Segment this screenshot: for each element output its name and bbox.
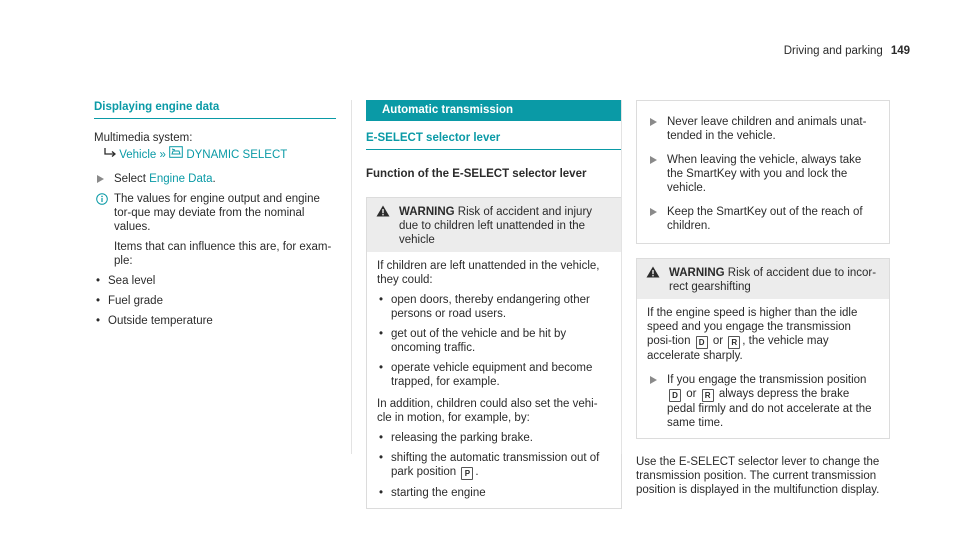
list-item: • get out of the vehicle and be hit by oncoming traffic. <box>377 327 611 355</box>
list-item: • shifting the automatic transmission out of park position P . <box>377 451 611 480</box>
list-item: • Sea level <box>94 274 336 288</box>
column-divider <box>351 100 352 454</box>
safety-step: If you engage the transmission position D or R always depress the brake pedal firmly and do not accelerate at the same time. <box>647 373 879 430</box>
path-dynamic-select-link[interactable]: DYNAMIC SELECT <box>186 149 288 161</box>
step-arrow-icon <box>650 208 657 216</box>
reverse-key-icon: R <box>702 389 714 402</box>
engine-data-link[interactable]: Engine Data <box>149 173 213 185</box>
column-safety-steps <box>636 100 890 497</box>
warning-header <box>367 198 621 252</box>
step-arrow-icon <box>650 156 657 164</box>
section-title-e-select: E-SELECT selector lever <box>366 131 622 150</box>
function-title: Function of the E-SELECT selector lever <box>366 168 587 180</box>
warning-box-gearshifting <box>636 258 890 439</box>
safety-step: When leaving the vehicle, always take the SmartKey with you and lock the vehicle. <box>647 153 879 195</box>
final-paragraph: Use the E-SELECT selector lever to change the transmission position. The current transmission position is displayed in the multifunction display. <box>636 456 880 496</box>
list-item: • Outside temperature <box>94 314 336 328</box>
path-separator-icon: » <box>159 149 166 161</box>
step-select-engine-data: Select Engine Data. <box>94 172 336 186</box>
warning-intro: If children are left unattended in the vehicle, they could: <box>377 260 600 286</box>
step-arrow-icon <box>650 118 657 126</box>
column-divider <box>621 100 622 454</box>
running-head <box>784 44 910 58</box>
list-item: • starting the engine <box>377 486 611 500</box>
warning-body-text: If the engine speed is higher than the idle speed and you engage the transmission posi-tion D or R , the vehicle may accelerate sharply. <box>647 307 858 362</box>
warning-body <box>367 252 621 508</box>
section-title-engine-data: Displaying engine data <box>94 100 336 119</box>
warning-body-2: In addition, children could also set the vehi-cle in motion, for example, by: <box>377 398 598 424</box>
park-key-icon: P <box>461 467 473 480</box>
safety-step: Keep the SmartKey out of the reach of children. <box>647 205 879 233</box>
dynamic-select-car-icon <box>169 146 183 162</box>
warning-label: WARNING <box>669 267 725 279</box>
step-arrow-icon <box>650 376 657 384</box>
safety-steps-box <box>636 100 890 244</box>
warning-label: WARNING <box>399 206 455 218</box>
warning-header <box>637 259 889 299</box>
influence-text: Items that can influence this are, for exam-ple: <box>114 241 332 267</box>
warning-body <box>637 299 889 438</box>
running-head-section: Driving and parking <box>783 45 883 57</box>
list-item: • open doors, thereby endangering other persons or road users. <box>377 293 611 321</box>
list-item: • Fuel grade <box>94 294 336 308</box>
warning-triangle-icon <box>646 266 660 282</box>
path-vehicle-link[interactable]: Vehicle <box>119 149 157 161</box>
warning-list-2 <box>377 431 611 500</box>
step-arrow-icon <box>97 175 104 183</box>
page-number: 149 <box>890 45 910 57</box>
drive-key-icon: D <box>696 336 708 349</box>
return-arrow-icon <box>104 148 116 162</box>
column-engine-data <box>94 100 336 328</box>
warning-box-children <box>366 197 622 509</box>
drive-key-icon: D <box>669 389 681 402</box>
list-item: • releasing the parking brake. <box>377 431 611 445</box>
info-icon <box>96 193 108 209</box>
warning-text: Risk of accident and injury due to children left unattended in the vehicle <box>399 206 593 246</box>
warning-list-1 <box>377 293 611 389</box>
menu-path <box>94 146 336 162</box>
chapter-header-automatic-transmission: Automatic transmission <box>366 100 622 121</box>
reverse-key-icon: R <box>728 336 740 349</box>
safety-step: Never leave children and animals unat-tended in the vehicle. <box>647 115 879 143</box>
warning-text: Risk of accident due to incor-rect gearshifting <box>669 267 877 293</box>
warning-triangle-icon <box>376 205 390 221</box>
influence-list <box>94 274 336 328</box>
column-automatic-transmission <box>366 100 622 509</box>
list-item: • operate vehicle equipment and become trapped, for example. <box>377 361 611 389</box>
menu-label: Multimedia system: <box>94 132 193 144</box>
note-engine-values: The values for engine output and engine tor-que may deviate from the nominal values. <box>94 192 336 234</box>
